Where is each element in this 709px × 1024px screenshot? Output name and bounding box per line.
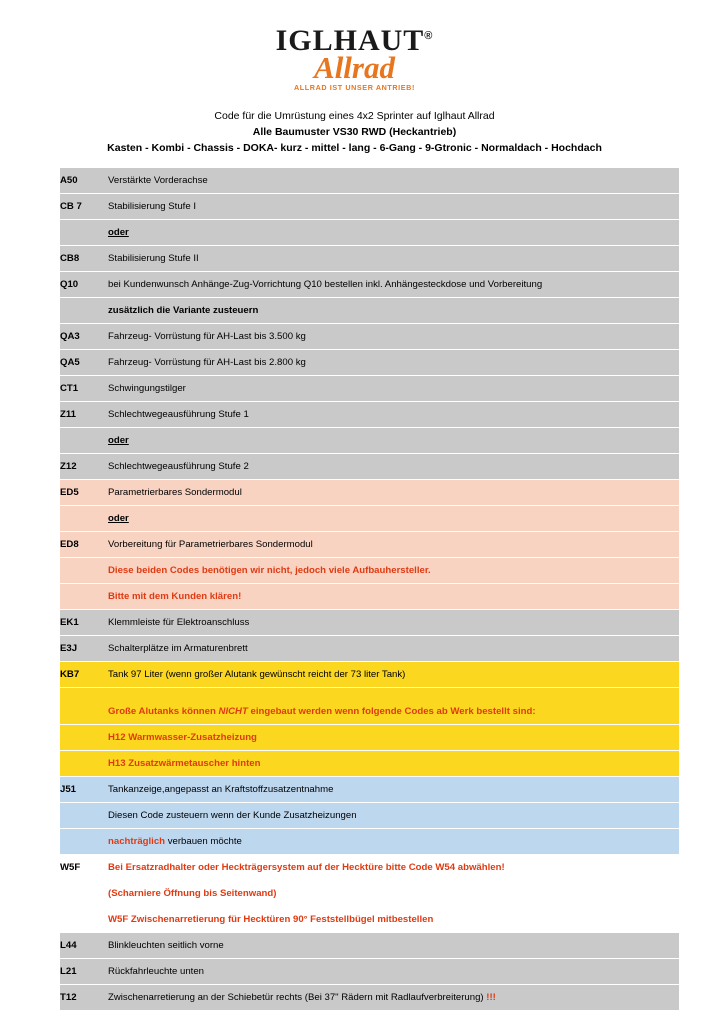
row-text: Rückfahrleuchte unten: [108, 965, 204, 977]
row-warning-text: Bitte mit dem Kunden klären!: [108, 591, 242, 603]
row-code: [60, 506, 102, 519]
table-row: [60, 194, 679, 220]
table-row: [60, 688, 679, 725]
oder-label: oder: [108, 227, 129, 239]
row-text: Schlechtwegeausführung Stufe 1: [108, 409, 249, 421]
table-row: [60, 584, 679, 610]
row-code: EK1: [60, 617, 79, 629]
row-code: QA3: [60, 331, 80, 343]
row-text: Fahrzeug- Vorrüstung für AH-Last bis 3.500 kg: [108, 331, 306, 343]
row-code: E3J: [60, 643, 78, 655]
row-text: Fahrzeug- Vorrüstung für AH-Last bis 2.800 kg: [108, 357, 306, 369]
page-subtitle: Code für die Umrüstung eines 4x2 Sprinter auf Iglhaut Allrad: [214, 110, 495, 123]
row-warning-text: [102, 688, 679, 724]
row-code: ED8: [60, 539, 79, 551]
code-table: [60, 168, 679, 1011]
table-row: [60, 610, 679, 636]
row-code: ED5: [60, 487, 79, 499]
table-row: [60, 636, 679, 662]
page-title: Alle Baumuster VS30 RWD (Heckantrieb): [252, 126, 457, 139]
logo-sub-text: Allrad: [314, 50, 395, 85]
row-code: [60, 428, 102, 441]
row-code: [60, 558, 102, 571]
warning-part-c: eingebaut werden wenn folgende Codes ab Werk bestellt sind:: [247, 706, 536, 718]
company-logo: [0, 0, 709, 92]
row-text: Vorbereitung für Parametrierbares Sondermodul: [108, 539, 313, 551]
table-row: [60, 725, 679, 751]
logo-wordmark: [276, 26, 434, 56]
table-row: [60, 959, 679, 985]
table-row: [60, 933, 679, 959]
oder-label: oder: [108, 435, 129, 447]
row-text: [102, 829, 679, 854]
row-code: A50: [60, 175, 78, 187]
table-row: [60, 506, 679, 532]
table-row: [60, 881, 679, 907]
oder-label: oder: [108, 513, 129, 525]
table-row: [60, 350, 679, 376]
table-row: [60, 829, 679, 855]
row-warning-text: Bei Ersatzradhalter oder Heckträgersystem auf der Hecktüre bitte Code W54 abwählen!: [108, 862, 505, 874]
row-text: zusätzlich die Variante zusteuern: [108, 305, 259, 317]
row-text: Diesen Code zusteuern wenn der Kunde Zusatzheizungen: [108, 810, 357, 822]
row-code: [60, 881, 102, 894]
row-code: CB 7: [60, 201, 82, 213]
row-text: Stabilisierung Stufe I: [108, 201, 196, 213]
row-code: [60, 298, 102, 311]
registered-trademark-icon: ®: [424, 30, 434, 42]
row-text: [102, 985, 679, 1010]
row-code: CB8: [60, 253, 80, 265]
row-code: [60, 584, 102, 597]
row-text: Klemmleiste für Elektroanschluss: [108, 617, 250, 629]
row-text-main: Zwischenarretierung an der Schiebetür rechts (Bei 37" Rädern mit Radlaufverbreiterung): [108, 991, 487, 1003]
table-row: [60, 662, 679, 688]
row-warning-text: H13 Zusatzwärmetauscher hinten: [108, 758, 261, 770]
row-code: [60, 803, 102, 816]
row-code: [60, 688, 102, 701]
row-text: [102, 220, 679, 245]
table-row: [60, 803, 679, 829]
row-code: W5F: [60, 862, 81, 874]
row-text: bei Kundenwunsch Anhänge-Zug-Vorrichtung Q10 bestellen inkl. Anhängesteckdose und Vorbereitung: [108, 279, 543, 291]
row-text: Tankanzeige,angepasst an Kraftstoffzusatzentnahme: [108, 784, 334, 796]
row-code: [60, 907, 102, 920]
logo-tagline: ALLRAD IST UNSER ANTRIEB!: [294, 83, 415, 93]
row-code: Q10: [60, 279, 79, 291]
row-code: [60, 829, 102, 842]
row-text: Tank 97 Liter (wenn großer Alutank gewünscht reicht der 73 liter Tank): [108, 669, 406, 681]
row-code: [60, 751, 102, 764]
row-code: CT1: [60, 383, 79, 395]
emphasis-text: nachträglich: [108, 836, 166, 848]
row-warning-text: H12 Warmwasser-Zusatzheizung: [108, 732, 257, 744]
row-code: [60, 220, 102, 233]
table-row: [60, 558, 679, 584]
table-row: [60, 324, 679, 350]
row-text: Parametrierbares Sondermodul: [108, 487, 242, 499]
logo-main-text: IGLHAUT: [275, 24, 425, 57]
exclamation-marks: !!!: [486, 991, 496, 1003]
table-row: [60, 168, 679, 194]
table-row: [60, 985, 679, 1011]
row-code: L21: [60, 965, 77, 977]
row-text: Schwingungstilger: [108, 383, 186, 395]
row-text: Blinkleuchten seitlich vorne: [108, 939, 224, 951]
table-row: [60, 751, 679, 777]
row-code: KB7: [60, 669, 80, 681]
row-text-rest: verbauen möchte: [165, 836, 242, 848]
row-code: QA5: [60, 357, 80, 369]
row-text: Stabilisierung Stufe II: [108, 253, 199, 265]
row-code: J51: [60, 784, 77, 796]
row-text: [102, 506, 679, 531]
warning-emphasis: NICHT: [218, 706, 248, 718]
table-row: [60, 428, 679, 454]
table-row: [60, 220, 679, 246]
table-row: [60, 298, 679, 324]
row-text: Verstärkte Vorderachse: [108, 175, 208, 187]
table-row: [60, 454, 679, 480]
row-code: Z12: [60, 461, 77, 473]
table-row: [60, 480, 679, 506]
document-title-block: [0, 110, 709, 154]
table-row: [60, 376, 679, 402]
table-row: [60, 532, 679, 558]
row-warning-text: Diese beiden Codes benötigen wir nicht, jedoch viele Aufbauhersteller.: [108, 565, 431, 577]
table-row: [60, 402, 679, 428]
table-row: [60, 777, 679, 803]
page-title-variants: Kasten - Kombi - Chassis - DOKA- kurz - mittel - lang - 6-Gang - 9-Gtronic - Normaldach - Hochdach: [107, 142, 602, 155]
row-text: [102, 428, 679, 453]
warning-part-a: Große Alutanks können: [108, 706, 219, 718]
row-code: T12: [60, 991, 77, 1003]
row-warning-text: W5F Zwischenarretierung für Hecktüren 90° Feststellbügel mitbestellen: [108, 914, 434, 925]
row-code: [60, 725, 102, 738]
table-row: [60, 855, 679, 881]
table-row: [60, 907, 679, 933]
row-code: L44: [60, 939, 77, 951]
row-code: Z11: [60, 409, 77, 421]
row-text: Schlechtwegeausführung Stufe 2: [108, 461, 249, 473]
row-warning-text: (Scharniere Öffnung bis Seitenwand): [108, 888, 277, 900]
row-text: Schalterplätze im Armaturenbrett: [108, 643, 248, 655]
table-row: [60, 246, 679, 272]
table-row: [60, 272, 679, 298]
